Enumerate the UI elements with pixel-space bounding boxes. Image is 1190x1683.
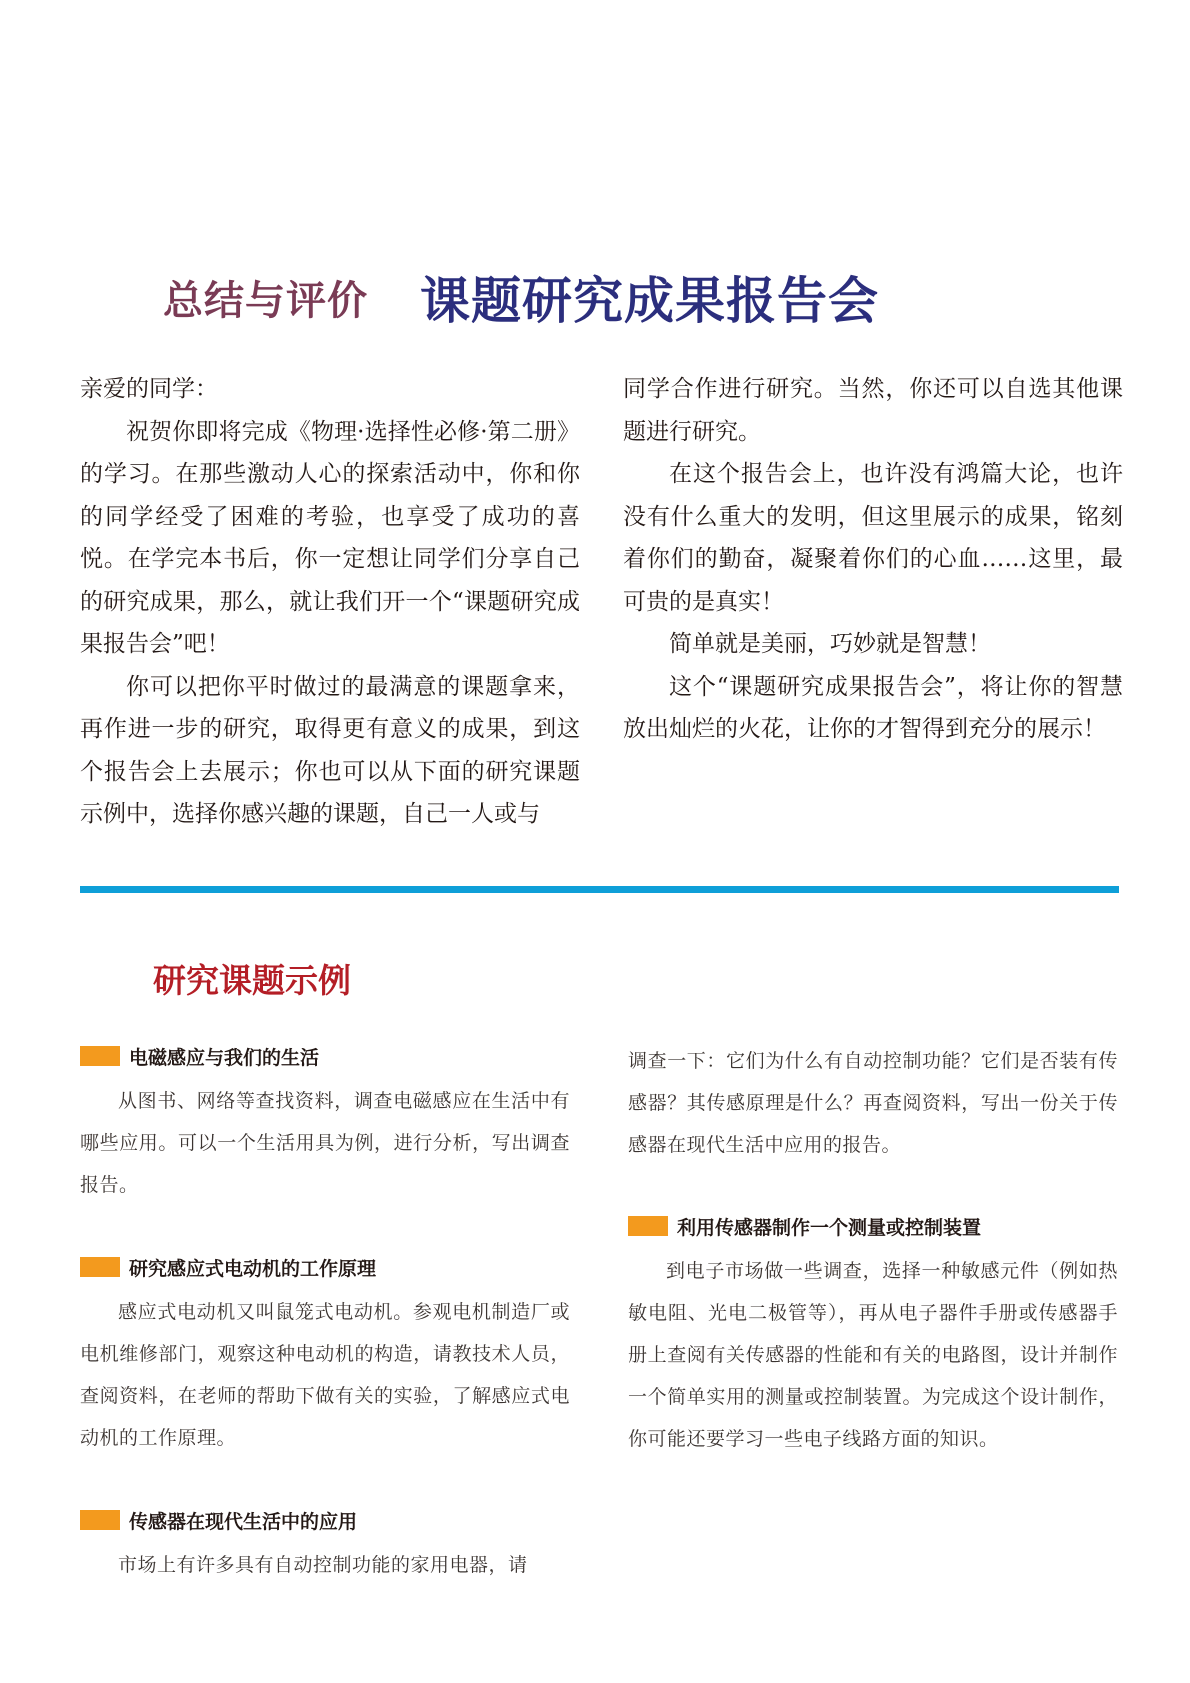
topic-body: 感应式电动机又叫鼠笼式电动机。参观电机制造厂或电机维修部门，观察这种电动机的构造，请教技术人员，查阅资料，在老师的帮助下做有关的实验，了解感应式电动机的工作原理。: [80, 1301, 570, 1449]
salutation: 亲爱的同学：: [80, 376, 218, 402]
topic-marker: [80, 1257, 120, 1277]
intro-paragraph: 简单就是美丽，巧妙就是智慧！: [669, 631, 991, 657]
intro-paragraph: 你可以把你平时做过的最满意的课题拿来，再作进一步的研究，取得更有意义的成果，到这个报告会上去展示；你也可以从下面的研究课题示例中，选择你感兴趣的课题，自己一人或与: [80, 673, 580, 827]
section-label: 总结与评价: [163, 276, 368, 324]
topic-body: 从图书、网络等查找资料，调查电磁感应在生活中有哪些应用。可以一个生活用具为例，进行分析，写出调查报告。: [80, 1090, 570, 1196]
topic-sensors-in-modern-life: [80, 1504, 570, 1586]
topic-induction-motor: [80, 1251, 570, 1459]
topic-title: 利用传感器制作一个测量或控制装置: [677, 1216, 982, 1239]
page-title: 课题研究成果报告会: [420, 271, 879, 330]
examples-heading: 研究课题示例: [153, 961, 351, 1000]
intro-left-column: [80, 368, 580, 836]
topic-marker: [628, 1216, 668, 1236]
topic-title: 电磁感应与我们的生活: [129, 1046, 320, 1069]
topic-sensor-device: [628, 1210, 1118, 1460]
intro-paragraph-continued: 同学合作进行研究。当然，你还可以自选其他课题进行研究。: [623, 376, 1123, 445]
topic-body: 市场上有许多具有自动控制功能的家用电器，请: [118, 1554, 528, 1576]
intro-paragraph: 祝贺你即将完成《物理·选择性必修·第二册》的学习。在那些激动人心的探索活动中，你和你的同学经受了困难的考验，也享受了成功的喜悦。在学完本书后，你一定想让同学们分享自己的研究成果，那么，就让我们开一个“课题研究成果报告会”吧！: [80, 418, 580, 657]
topic-title: 研究感应式电动机的工作原理: [129, 1257, 377, 1280]
intro-paragraph: 这个“课题研究成果报告会”，将让你的智慧放出灿烂的火花，让你的才智得到充分的展示！: [623, 673, 1123, 742]
topic-body: 到电子市场做一些调查，选择一种敏感元件（例如热敏电阻、光电二极管等），再从电子器件手册或传感器手册上查阅有关传感器的性能和有关的电路图，设计并制作一个简单实用的测量或控制装置。为完成这个设计制作，你可能还要学习一些电子线路方面的知识。: [628, 1260, 1118, 1450]
topic-marker: [80, 1046, 120, 1066]
section-divider: [80, 886, 1119, 893]
page-header: [163, 262, 1063, 332]
topic-title: 传感器在现代生活中的应用: [129, 1510, 358, 1533]
topic-electromagnetic-induction: [80, 1040, 570, 1206]
topic-body-continued: 调查一下：它们为什么有自动控制功能？它们是否装有传感器？其传感原理是什么？再查阅资料，写出一份关于传感器在现代生活中应用的报告。: [628, 1050, 1118, 1156]
topic-marker: [80, 1510, 120, 1530]
intro-paragraph: 在这个报告会上，也许没有鸿篇大论，也许没有什么重大的发明，但这里展示的成果，铭刻着你们的勤奋，凝聚着你们的心血……这里，最可贵的是真实！: [623, 461, 1123, 615]
intro-right-column: [623, 368, 1123, 751]
